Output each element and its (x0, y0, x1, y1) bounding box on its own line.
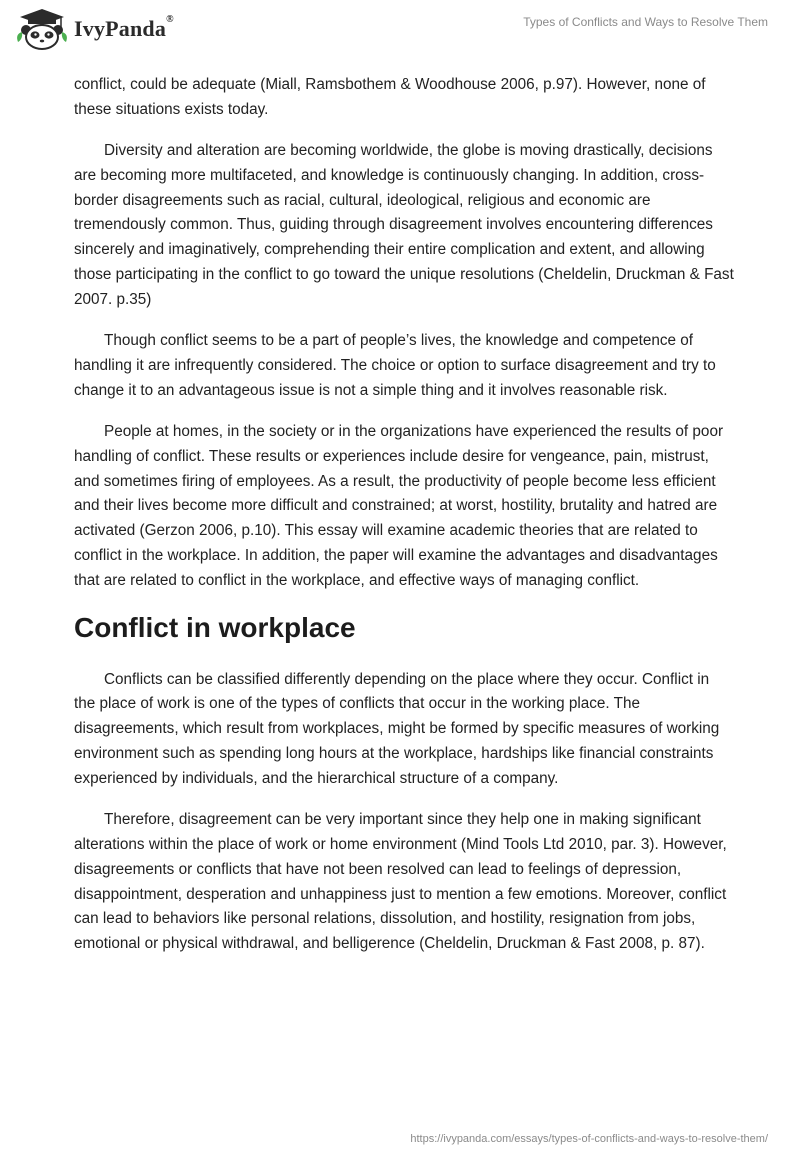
section-heading: Conflict in workplace (74, 611, 356, 643)
page-header (0, 0, 800, 70)
paragraph: conflict, could be adequate (Miall, Ramsbothem & Woodhouse 2006, p.97). However, none of these situations exists today. (74, 76, 706, 118)
source-url[interactable]: https://ivypanda.com/essays/types-of-conflicts-and-ways-to-resolve-them/ (410, 1133, 768, 1145)
paragraph: Conflicts can be classified differently depending on the place where they occur. Conflict in the place of work is one of the types of conflicts that occur in the working place. The disagreements, which result from workplaces, might be formed by specific measures of working environment such as spending long hours at the workplace, hardships like financial constraints experienced by individuals, and the hierarchical structure of a company. (74, 670, 720, 787)
document-title: Types of Conflicts and Ways to Resolve Them (523, 15, 768, 29)
ivypanda-logo[interactable] (14, 8, 174, 50)
panda-logo-icon (14, 8, 70, 50)
paragraph: Diversity and alteration are becoming worldwide, the globe is moving drastically, decisions are becoming more multifaceted, and knowledge is continuously changing. In addition, cross-border disagreements such as racial, cultural, ideological, religious and economic are tremendously common. Thus, guiding through disagreement involves encountering differences sincerely and imaginatively, comprehending their entire complication and extent, and allowing those participating in the conflict to go toward the unique resolutions (Cheldelin, Druckman & Fast 2007. p.35) (74, 142, 734, 308)
paragraph: People at homes, in the society or in the organizations have experienced the results of poor handling of conflict. These results or experiences include desire for vengeance, pain, mistrust, and sometimes firing of employees. As a result, the productivity of people become less efficient and their lives become more difficult and constrained; at worst, hostility, brutality and hatred are activated (Gerzon 2006, p.10). This essay will examine academic theories that are related to conflict in the workplace. In addition, the paper will examine the advantages and disadvantages that are related to conflict in the workplace, and effective ways of managing conflict. (74, 423, 724, 589)
paragraph: Though conflict seems to be a part of people’s lives, the knowledge and competence of handling it are infrequently considered. The choice or option to surface disagreement and try to change it to an advantageous issue is not a simple thing and it involves reasonable risk. (74, 332, 716, 399)
paragraph: Therefore, disagreement can be very important since they help one in making significant alterations within the place of work or home environment (Mind Tools Ltd 2010, par. 3). However, disagreements or conflicts that have not been resolved can lead to feelings of depression, disappointment, desperation and unhappiness just to mention a few emotions. Moreover, conflict can lead to behaviors like personal relations, dissolution, and hostility, resignation from jobs, emotional or physical withdrawal, and belligerence (Cheldelin, Druckman & Fast 2008, p. 87). (74, 811, 727, 953)
brand-name: IvyPanda® (74, 14, 174, 41)
essay-body (74, 73, 734, 973)
